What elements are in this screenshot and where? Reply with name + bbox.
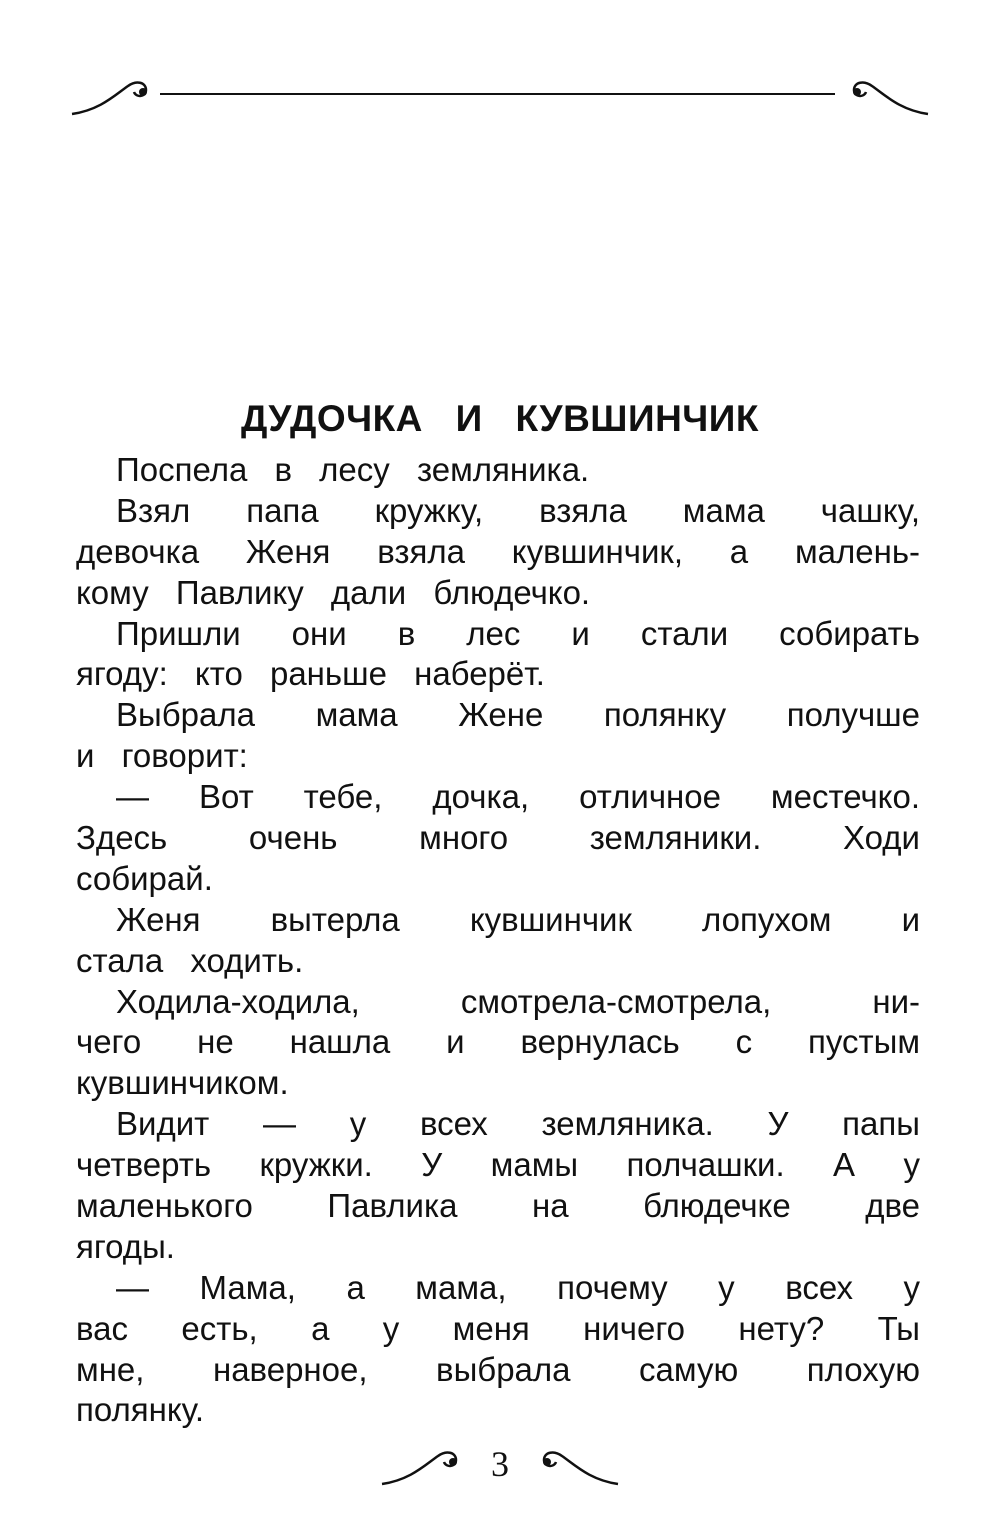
paragraph [76, 900, 920, 982]
page-number: 3 [491, 1444, 509, 1484]
text-line: Женя вытерла кувшинчик лопухом и [116, 900, 920, 938]
text-line: четверть кружки. У мамы полчашки. А у [76, 1146, 920, 1184]
header-ornament [70, 70, 930, 120]
text-line: Здесь очень много земляники. Ходи [76, 819, 920, 857]
story-text [76, 450, 920, 1431]
paragraph [76, 1268, 920, 1432]
text-line: кувшинчиком. [76, 1064, 289, 1102]
paragraph [76, 695, 920, 777]
paragraph [76, 982, 920, 1105]
text-line: — Мама, а мама, почему у всех у [116, 1268, 920, 1306]
text-line: кому Павлику дали блюдечко. [76, 573, 591, 611]
paragraph [76, 614, 920, 696]
text-line: Видит — у всех земляника. У папы [116, 1105, 920, 1143]
text-line: — Вот тебе, дочка, отличное местечко. [116, 778, 920, 816]
text-line: мне, наверное, выбрала самую плохую [76, 1350, 920, 1388]
text-line: ягоду: кто раньше наберёт. [76, 655, 545, 693]
text-line: ягоды. [76, 1227, 175, 1265]
paragraph [76, 777, 920, 900]
text-line: Взял папа кружку, взяла мама чашку, [116, 491, 920, 529]
text-line: собирай. [76, 859, 213, 897]
text-line: Поспела в лесу земляника. [116, 451, 590, 488]
text-line: Выбрала мама Жене полянку получше [116, 696, 920, 734]
text-line: Пришли они в лес и стали собирать [116, 614, 920, 652]
paragraph [76, 450, 920, 491]
text-line: чего не нашла и вернулась с пустым [76, 1023, 920, 1061]
text-line: полянку. [76, 1391, 205, 1429]
text-line: девочка Женя взяла кувшинчик, а малень- [76, 532, 920, 570]
paragraph [76, 491, 920, 614]
text-line: Ходила-ходила, смотрела-смотрела, ни- [116, 982, 920, 1020]
story-title: ДУДОЧКА И КУВШИНЧИК [241, 398, 759, 439]
paragraph [76, 1104, 920, 1268]
text-line: маленького Павлика на блюдечке две [76, 1187, 920, 1225]
text-line: стала ходить. [76, 941, 304, 979]
text-line: и говорит: [76, 737, 248, 775]
text-line: вас есть, а у меня ничего нету? Ты [76, 1309, 920, 1347]
